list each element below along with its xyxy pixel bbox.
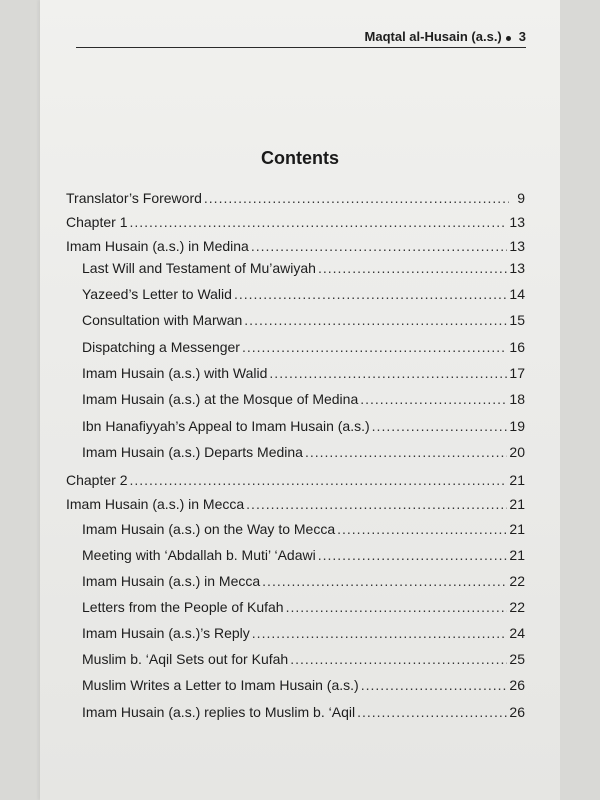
toc-entry-title: Imam Husain (a.s.) replies to Muslim b. ‘Aqil <box>82 704 356 720</box>
dot-leader <box>242 339 507 355</box>
toc-entry-page: 26 <box>509 677 525 693</box>
toc-entry-title: Translator’s Foreword <box>66 190 202 206</box>
dot-leader <box>372 418 508 434</box>
dot-leader <box>361 677 508 693</box>
dot-leader <box>251 238 508 254</box>
toc-entry <box>82 547 525 567</box>
toc-entry <box>66 496 525 516</box>
toc-entry <box>82 599 525 619</box>
toc-entry-title: Imam Husain (a.s.) in Medina <box>66 238 249 254</box>
toc-entry <box>82 704 525 724</box>
toc-entry-title: Imam Husain (a.s.) on the Way to Mecca <box>82 521 336 537</box>
dot-leader <box>129 472 507 488</box>
dot-leader <box>129 214 507 230</box>
toc-entry-title: Meeting with ‘Abdallah b. Muti’ ‘Adawi <box>82 547 316 563</box>
toc-entry-page: 21 <box>509 521 525 537</box>
toc-entry <box>66 472 525 492</box>
toc-entry-title: Consultation with Marwan <box>82 312 243 328</box>
toc-entry <box>82 260 525 280</box>
page-number: 3 <box>518 29 526 44</box>
toc-entry <box>66 214 525 234</box>
dot-leader <box>234 286 507 302</box>
toc-entry-page: 22 <box>509 573 525 589</box>
toc-entry-page: 20 <box>509 444 525 460</box>
toc-entry-page: 16 <box>509 339 525 355</box>
toc-entry-page: 24 <box>509 625 525 641</box>
dot-leader <box>360 391 507 407</box>
toc-entry-title: Muslim b. ‘Aqil Sets out for Kufah <box>82 651 289 667</box>
dot-leader <box>269 365 507 381</box>
dot-leader <box>204 190 509 206</box>
toc-entry-page: 13 <box>509 260 525 276</box>
toc-entry-page: 19 <box>509 418 525 434</box>
dot-leader <box>357 704 507 720</box>
dot-leader <box>246 496 507 512</box>
toc-entry-page: 13 <box>509 238 525 254</box>
toc-entry-title: Chapter 2 <box>66 472 128 488</box>
toc-entry-title: Imam Husain (a.s.) Departs Medina <box>82 444 303 460</box>
toc-entry <box>82 651 525 671</box>
dot-leader <box>290 651 507 667</box>
toc-entry <box>82 312 525 332</box>
toc-entry-title: Last Will and Testament of Mu’awiyah <box>82 260 316 276</box>
toc-entry <box>82 286 525 306</box>
toc-entry-page: 9 <box>517 190 525 206</box>
dot-leader <box>337 521 507 537</box>
running-title: Maqtal al-Husain (a.s.) <box>364 29 502 44</box>
toc-entry <box>66 190 525 210</box>
toc-entry-page: 22 <box>509 599 525 615</box>
toc-entry-page: 21 <box>509 496 525 512</box>
contents-heading: Contents <box>261 148 339 168</box>
toc-entry <box>82 573 525 593</box>
toc-entry <box>82 339 525 359</box>
dot-leader <box>244 312 507 328</box>
toc-entry-title: Letters from the People of Kufah <box>82 599 284 615</box>
toc-entry-title: Yazeed’s Letter to Walid <box>82 286 232 302</box>
toc-entry <box>82 444 525 464</box>
toc-entry-title: Muslim Writes a Letter to Imam Husain (a.s.) <box>82 677 359 693</box>
toc-entry <box>66 238 525 258</box>
toc-entry-title: Chapter 1 <box>66 214 128 230</box>
toc-entry <box>82 625 525 645</box>
toc-entry-page: 21 <box>509 472 525 488</box>
dot-leader <box>318 260 507 276</box>
toc-entry-title: Imam Husain (a.s.) at the Mosque of Medina <box>82 391 359 407</box>
toc-entry <box>82 365 525 385</box>
toc-entry-title: Imam Husain (a.s.)’s Reply <box>82 625 250 641</box>
toc-entry-title: Dispatching a Messenger <box>82 339 240 355</box>
toc-entry-page: 15 <box>509 312 525 328</box>
dot-leader <box>262 573 507 589</box>
toc-entry <box>82 391 525 411</box>
running-header <box>76 26 526 48</box>
dot-leader <box>318 547 508 563</box>
toc-entry <box>82 677 525 697</box>
dot-leader <box>252 625 508 641</box>
toc-entry-page: 18 <box>509 391 525 407</box>
toc-entry-title: Imam Husain (a.s.) in Mecca <box>66 496 245 512</box>
toc-entry-title: Imam Husain (a.s.) in Mecca <box>82 573 261 589</box>
toc-entry-page: 14 <box>509 286 525 302</box>
dot-leader <box>286 599 508 615</box>
dot-leader <box>305 444 507 460</box>
toc-entry-title: Imam Husain (a.s.) with Walid <box>82 365 268 381</box>
toc-entry <box>82 418 525 438</box>
toc-entry-page: 13 <box>509 214 525 230</box>
toc-entry-page: 21 <box>509 547 525 563</box>
bullet-icon <box>506 36 511 41</box>
toc-entry-page: 25 <box>509 651 525 667</box>
toc-entry <box>82 521 525 541</box>
toc-entry-title: Ibn Hanafiyyah’s Appeal to Imam Husain (a.s.) <box>82 418 370 434</box>
toc-entry-page: 26 <box>509 704 525 720</box>
toc-entry-page: 17 <box>509 365 525 381</box>
